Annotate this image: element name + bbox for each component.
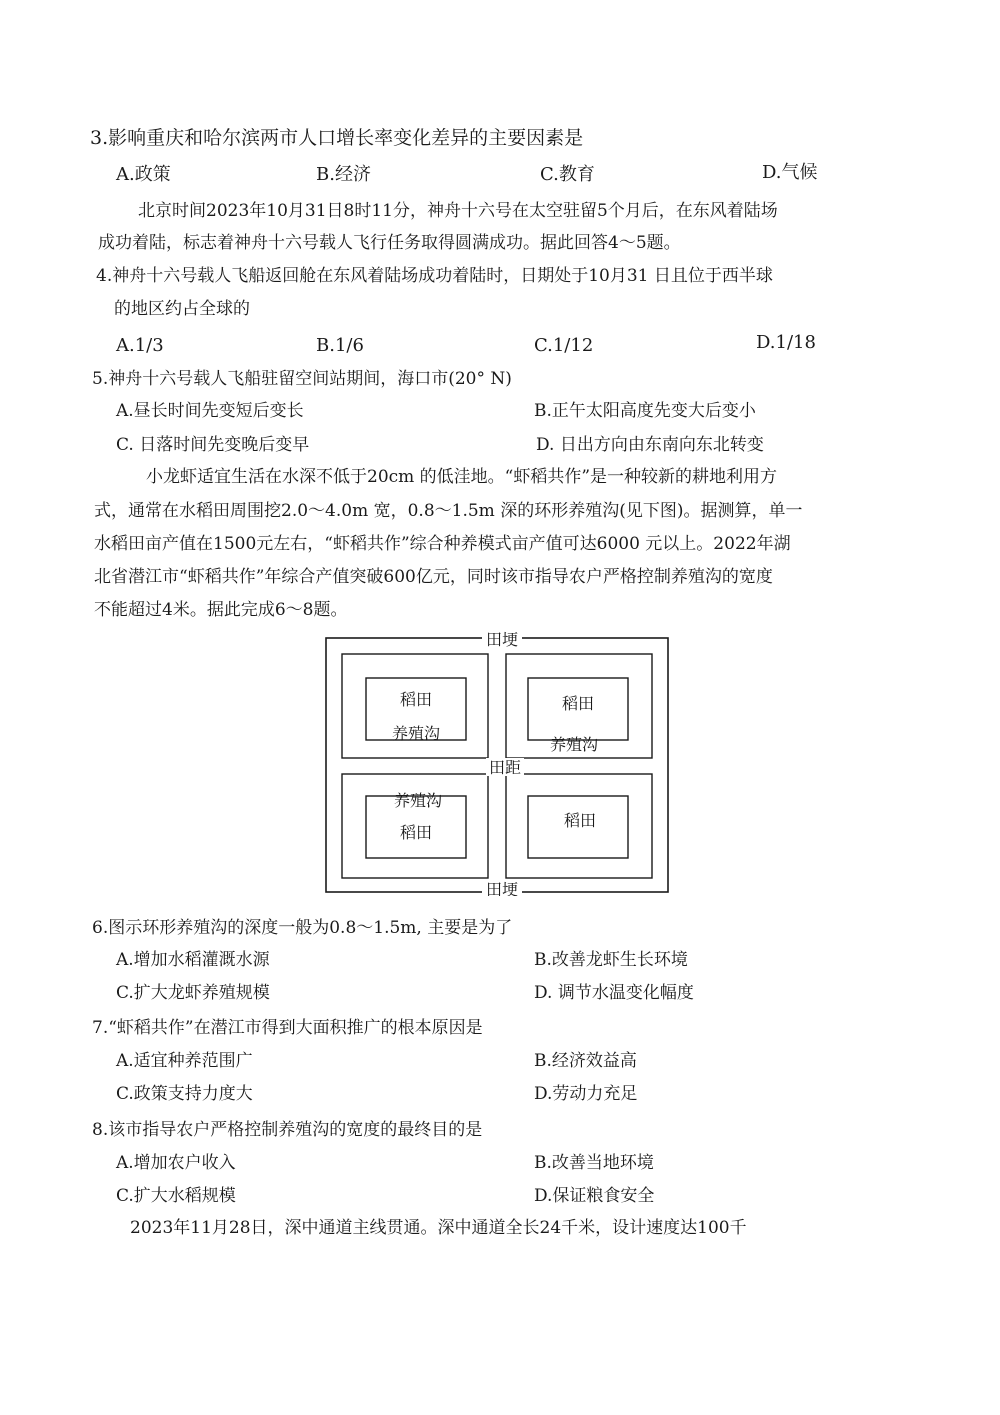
field-label-bottom-right: 稻田 [563, 811, 597, 830]
q7-option-b: B.经济效益高 [534, 1051, 637, 1071]
q4-stem-line-2: 的地区约占全球的 [114, 299, 250, 319]
passage3-line-1: 2023年11月28日，深中通道主线贯通。深中通道全长24千米，设计速度达100千 [130, 1218, 747, 1238]
q6-stem: 6.图示环形养殖沟的深度一般为0.8～1.5m, 主要是为了 [92, 918, 513, 938]
center-spacing-label: 田距 [488, 758, 522, 777]
q7-option-a: A.适宜种养范围广 [116, 1051, 253, 1071]
q4-option-a: A.1/3 [116, 335, 164, 356]
bottom-ridge-label: 田埂 [485, 880, 519, 896]
q5-stem: 5.神舟十六号载人飞船驻留空间站期间，海口市(20° N) [92, 369, 512, 389]
q6-option-a: A.增加水稻灌溉水源 [116, 950, 270, 970]
q3-option-b: B.经济 [316, 164, 371, 185]
q4-option-b: B.1/6 [316, 335, 364, 356]
q3-option-c: C.教育 [540, 164, 595, 185]
ditch-label-top-right: 养殖沟 [549, 735, 599, 754]
q8-stem: 8.该市指导农户严格控制养殖沟的宽度的最终目的是 [92, 1120, 483, 1140]
passage2-line-3: 水稻田亩产值在1500元左右，“虾稻共作”综合种养模式亩产值可达6000 元以上。2022年湖 [94, 534, 791, 554]
q6-option-d: D. 调节水温变化幅度 [534, 983, 694, 1003]
q8-option-d: D.保证粮食安全 [534, 1186, 655, 1206]
rice-shrimp-diagram [322, 630, 672, 896]
field-label-bottom-left: 稻田 [399, 823, 433, 842]
passage1-line-1: 北京时间2023年10月31日8时11分，神舟十六号在太空驻留5个月后，在东风着陆场 [138, 201, 778, 221]
q5-option-d: D. 日出方向由东南向东北转变 [536, 435, 764, 455]
q4-option-c: C.1/12 [534, 335, 594, 356]
q3-option-a: A.政策 [116, 164, 171, 185]
q3-option-d: D.气候 [762, 162, 818, 183]
q3-stem: 3.影响重庆和哈尔滨两市人口增长率变化差异的主要因素是 [90, 127, 584, 149]
ditch-label-top-left: 养殖沟 [391, 724, 441, 743]
field-label-top-left: 稻田 [399, 690, 433, 709]
q4-stem-line-1: 4.神舟十六号载人飞船返回舱在东风着陆场成功着陆时，日期处于10月31 日且位于西半球 [96, 266, 773, 286]
q5-option-b: B.正午太阳高度先变大后变小 [534, 401, 756, 421]
q7-option-c: C.政策支持力度大 [116, 1084, 253, 1104]
top-ridge-label: 田埂 [485, 630, 519, 649]
q4-option-d: D.1/18 [756, 332, 816, 353]
q7-stem: 7.“虾稻共作”在潜江市得到大面积推广的根本原因是 [92, 1018, 483, 1038]
field-label-top-right: 稻田 [561, 694, 595, 713]
q5-option-c: C. 日落时间先变晚后变早 [116, 435, 310, 455]
ditch-label-bottom-left: 养殖沟 [393, 791, 443, 810]
q8-option-c: C.扩大水稻规模 [116, 1186, 236, 1206]
passage1-line-2: 成功着陆，标志着神舟十六号载人飞行任务取得圆满成功。据此回答4～5题。 [98, 233, 681, 253]
q8-option-b: B.改善当地环境 [534, 1153, 654, 1173]
q7-option-d: D.劳动力充足 [534, 1084, 638, 1104]
passage2-line-4: 北省潜江市“虾稻共作”年综合产值突破600亿元，同时该市指导农户严格控制养殖沟的宽度 [94, 567, 773, 587]
passage2-line-2: 式，通常在水稻田周围挖2.0～4.0m 宽，0.8～1.5m 深的环形养殖沟(见下图)。据测算，单一 [94, 501, 803, 521]
passage2-line-5: 不能超过4米。据此完成6～8题。 [94, 600, 348, 620]
q5-option-a: A.昼长时间先变短后变长 [116, 401, 304, 421]
q6-option-c: C.扩大龙虾养殖规模 [116, 983, 270, 1003]
q6-option-b: B.改善龙虾生长环境 [534, 950, 688, 970]
passage2-line-1: 小龙虾适宜生活在水深不低于20cm 的低洼地。“虾稻共作”是一种较新的耕地利用方 [146, 467, 778, 487]
q8-option-a: A.增加农户收入 [116, 1153, 236, 1173]
